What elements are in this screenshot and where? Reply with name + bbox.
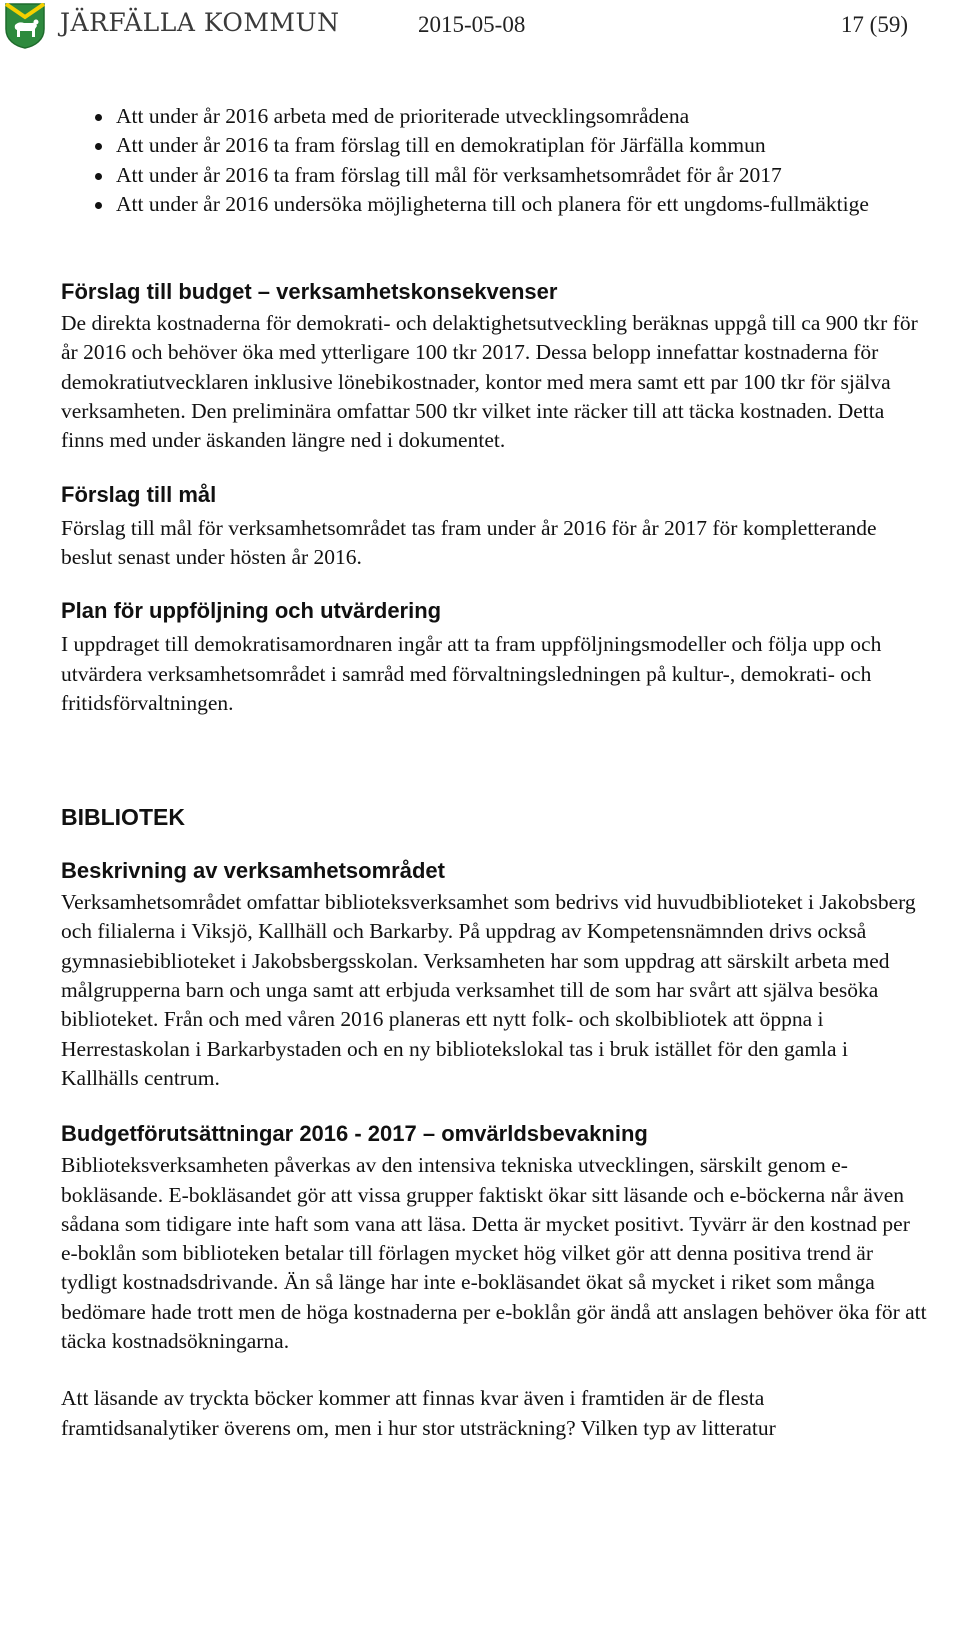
paragraph-prerequisites: Biblioteksverksamheten påverkas av den intensiva tekniska utvecklingen, särskilt genom e-bokläsande. E-bokläsandet gör att vissa grupper faktiskt ökar sitt läsande och e-böckerna når även sådana som tidigare inte haft som vana att läsa. Detta är mycket positivt. Tyvärr är den kostnad per e-boklån som biblioteken betalar till förlagen mycket hög vilket gör att denna positiva trend är tydligt kostnadsdrivande. Än så länge har inte e-bokläsandet ökat så mycket i riket som många bedömare hade trott men de höga kostnaderna per e-boklån gör ändå att anslagen behöver öka för att täcka kostnadsökningarna.: [61, 1153, 927, 1354]
bullet-list: [57, 102, 927, 219]
list-item: Att under år 2016 ta fram förslag till en demokratiplan för Järfälla kommun: [57, 131, 927, 160]
list-item: Att under år 2016 arbeta med de prioriterade utvecklingsområdena: [57, 102, 927, 131]
paragraph-description: Verksamhetsområdet omfattar biblioteksverksamhet som bedrivs vid huvudbiblioteket i Jakobsberg och filialerna i Viksjö, Kallhäll och Barkarby. På uppdrag av Kompetensnämnden drivs också gymnasiebiblioteket i Jakobsbergsskolan. Verksamheten har som uppdrag att särskilt arbeta med målgrupperna barn och unga samt att erbjuda verksamhet till de som har svårt att själva besöka biblioteket. Från och med våren 2016 planeras ett nytt folk- och skolbibliotek att öppna i Herrestaskolan i Barkarbystaden och en ny bibliotekslokal tas i bruk istället för den gamla i Kallhälls centrum.: [61, 890, 916, 1090]
section-heading-plan: Plan för uppföljning och utvärdering: [61, 598, 442, 624]
municipality-crest-logo: [5, 3, 45, 49]
organization-name: JÄRFÄLLA KOMMUN: [60, 8, 340, 37]
list-item: Att under år 2016 ta fram förslag till mål för verksamhetsområdet för år 2017: [57, 161, 927, 190]
page-number: 17 (59): [840, 12, 908, 37]
section-title-library: BIBLIOTEK: [61, 804, 185, 831]
section-heading-goals: Förslag till mål: [61, 481, 217, 507]
section-heading-prerequisites: Budgetförutsättningar 2016 - 2017 – omvärldsbevakning: [61, 1121, 648, 1147]
document-body: [61, 102, 927, 1443]
paragraph-budget: De direkta kostnaderna för demokrati- och delaktighetsutveckling beräknas uppgå till ca 900 tkr för år 2016 och behöver öka med ytterligare 100 tkr 2017. Dessa belopp innefattar kostnaderna för demokratiutvecklaren inklusive lönebikostnader, kontor med mera samt ett par 100 tkr för själva verksamheten. Den preliminära omfattar 500 tkr vilket inte räcker till att täcka kostnaden. Detta finns med under äskanden längre ned i dokumentet.: [61, 311, 918, 453]
paragraph-plan: I uppdraget till demokratisamordnaren ingår att ta fram uppföljningsmodeller och följa upp och utvärdera verksamhetsområdet i samråd med förvaltningsledningen på kultur-, demokrati- och fritidsförvaltningen.: [61, 632, 882, 715]
page-header: [0, 0, 960, 60]
section-heading-budget: Förslag till budget – verksamhetskonsekvenser: [61, 279, 558, 305]
document-date: 2015-05-08: [418, 12, 526, 37]
section-heading-description: Beskrivning av verksamhetsområdet: [61, 858, 445, 884]
paragraph-goals: Förslag till mål för verksamhetsområdet tas fram under år 2016 för år 2017 för kompletterande beslut senast under hösten år 2016.: [61, 515, 877, 569]
paragraph-printed-books: Att läsande av tryckta böcker kommer att finnas kvar även i framtiden är de flesta framtidsanalytiker överens om, men i hur stor utsträckning? Vilken typ av litteratur: [61, 1386, 776, 1440]
list-item: Att under år 2016 undersöka möjligheterna till och planera för ett ungdoms-fullmäktige: [57, 190, 927, 219]
